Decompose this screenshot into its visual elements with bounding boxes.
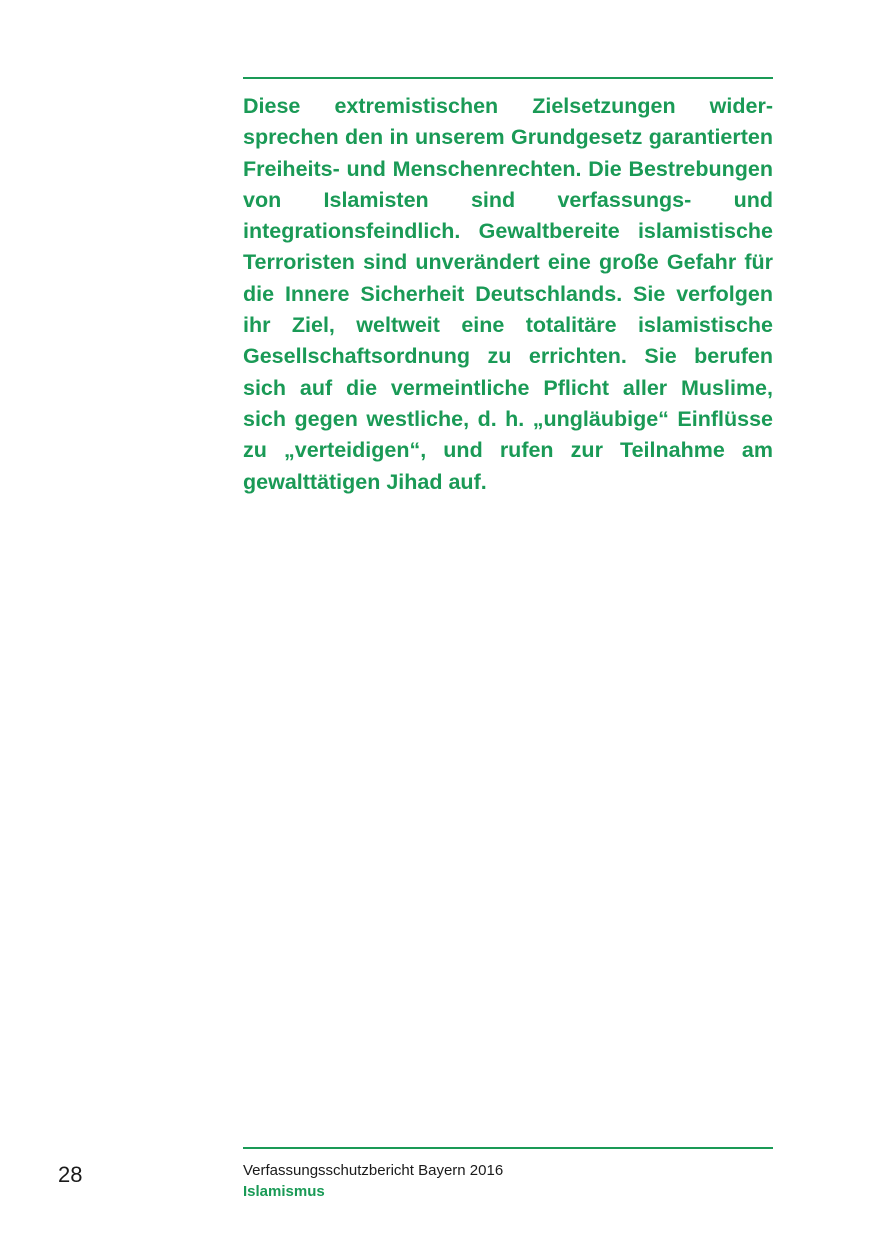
top-divider [243, 77, 773, 79]
page-number: 28 [58, 1162, 83, 1187]
footer-publication-title: Verfassungsschutzbericht Bayern 2016 [243, 1162, 504, 1179]
footer-divider [243, 1147, 773, 1149]
footer-section-name: Islamismus [243, 1183, 325, 1200]
body-paragraph: Diese extremistischen Zielsetzungen widersprechen den in unserem Grundgesetz garantierten Freiheits- und Menschenrechten. Die Bestrebungen von Islamisten sind verfassungs- und integrationsfeindlich. Gewaltbereite islamistische Terroristen sind unverändert eine große Gefahr für die Innere Sicherheit Deutschlands. Sie verfolgen ihr Ziel, weltweit eine totalitäre islamistische Gesellschaftsordnung zu errichten. Sie berufen sich auf die vermeintliche Pflicht aller Muslime, sich gegen westliche, d. h. „ungläubige“ Einflüsse zu „verteidigen“, und rufen zur Teilnahme am gewalttätigen Jihad auf. [243, 94, 773, 494]
